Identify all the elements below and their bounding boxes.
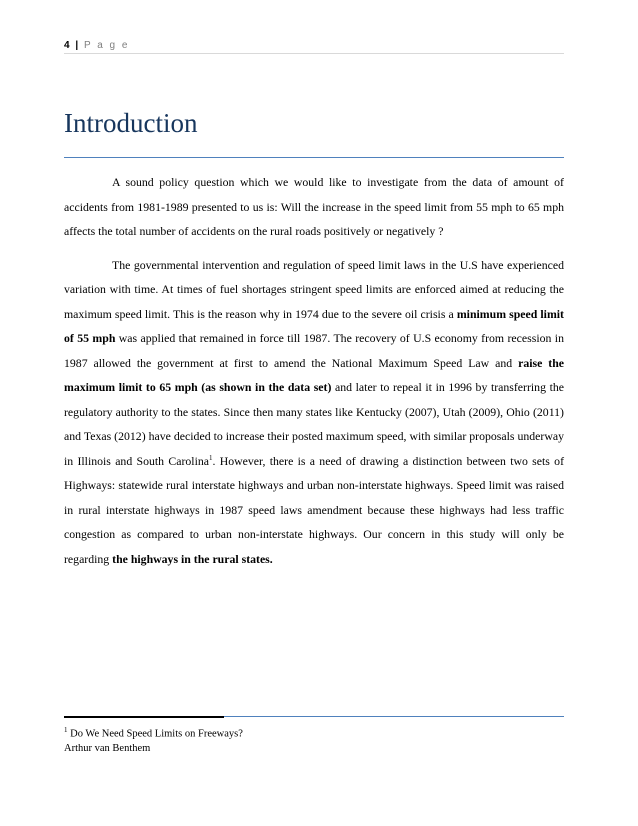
header-divider (64, 53, 564, 54)
footnote-line-1 (64, 723, 243, 742)
page-number: 4 (64, 40, 71, 51)
header-separator: | (75, 40, 79, 51)
footnote-reference[interactable]: 1 (208, 453, 213, 462)
section-title: Introduction (64, 108, 198, 138)
paragraph-intro (64, 170, 564, 244)
paragraph-history-part4: . However, there is a need of drawing a distinction between two sets of Highways: statewide rural interstate highways and urban non-interstate highways. Speed limit was raised in rural interstate highways in 1987 speed laws amendment because these highways had less traffic congestion as compared to urban non-interstate highways. Our concern in this study will only be regarding (64, 453, 565, 566)
title-divider (64, 157, 564, 158)
paragraph-history (64, 253, 564, 572)
footnote-number: 1 (64, 726, 68, 734)
page-header (64, 40, 129, 51)
footnote-author: Arthur van Benthem (64, 742, 151, 754)
page-label: P a g e (83, 40, 130, 51)
paragraph-history-part3: and later to repeal it in 1996 by transferring the regulatory authority to the states. Since then many states like Kentucky (2007), Utah (2009), Ohio (2011) and Texas (2012) have decided to increase their posted maximum speed, with similar proposals underway in Illinois and South Carolina (64, 380, 564, 468)
bold-rural-highways: the highways in the rural states. (112, 551, 273, 566)
footnote-separator (64, 716, 224, 718)
bold-raise-limit: raise the maximum limit to 65 mph (as shown in the data set) (64, 355, 564, 394)
paragraph-history-part1: The governmental intervention and regulation of speed limit laws in the U.S have experienced variation with time. At times of fuel shortages stringent speed limits are enforced aimed at reducing the maximum speed limit. This is the reason why in 1974 due to the severe oil crisis a (64, 257, 564, 321)
bold-minimum-speed: minimum speed limit of 55 mph (64, 306, 564, 345)
paragraph-intro-text: A sound policy question which we would like to investigate from the data of amount of accidents from 1981-1989 presented to us is: Will the increase in the speed limit from 55 mph to 65 mph affects the total number of accidents on the rural roads positively or negatively ? (64, 175, 564, 238)
body-text (64, 170, 564, 580)
footnote (64, 723, 243, 756)
footnote-title: Do We Need Speed Limits on Freeways? (67, 728, 243, 740)
paragraph-history-part2: was applied that remained in force till 1987. The recovery of U.S economy from recession in 1987 allowed the government at first to amend the National Maximum Speed Law and (64, 331, 564, 370)
